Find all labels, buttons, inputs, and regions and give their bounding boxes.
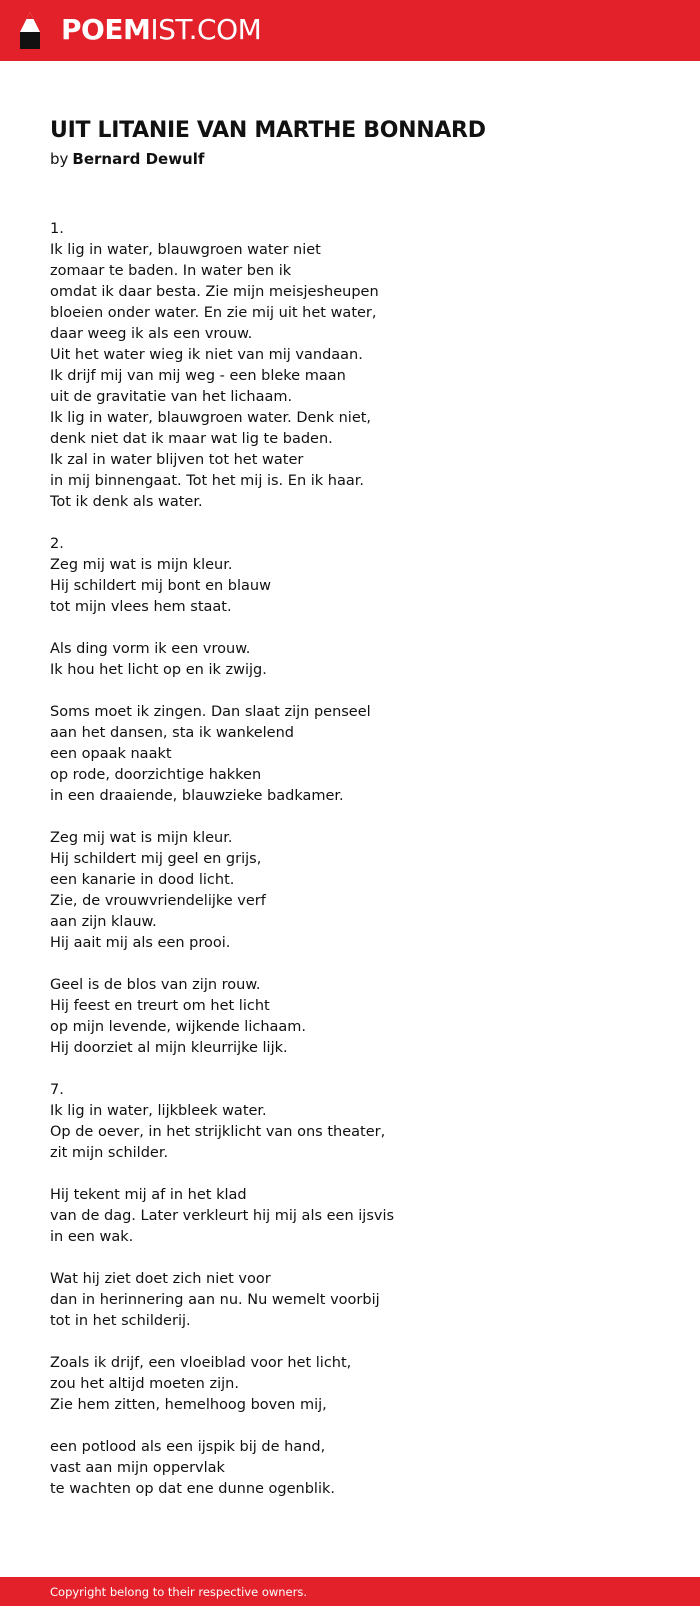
- poem-line: Ik hou het licht op en ik zwijg.: [50, 662, 267, 678]
- poem-line: 2.: [50, 536, 64, 552]
- poem-line: Ik zal in water blijven tot het water: [50, 452, 304, 468]
- poem-line: in een wak.: [50, 1229, 134, 1245]
- site-footer: [0, 1577, 700, 1606]
- logo-text-bold: POEM: [61, 13, 151, 46]
- poem-line: op rode, doorzichtige hakken: [50, 767, 262, 783]
- poem-line: tot in het schilderij.: [50, 1313, 191, 1329]
- poem-line: 1.: [50, 221, 64, 237]
- poem-line: Zie, de vrouwvriendelijke verf: [50, 893, 266, 909]
- stanza-break: [50, 618, 650, 639]
- site-logo[interactable]: [61, 12, 261, 48]
- poem-line: Uit het water wieg ik niet van mij vandaan.: [50, 347, 363, 363]
- poem-line: op mijn levende, wijkende lichaam.: [50, 1019, 307, 1035]
- poem-title: UIT LITANIE VAN MARTHE BONNARD: [50, 118, 486, 143]
- poem-line: van de dag. Later verkleurt hij mij als een ijsvis: [50, 1208, 395, 1224]
- poem-line: Hij schildert mij bont en blauw: [50, 578, 271, 594]
- poem-line: in mij binnengaat. Tot het mij is. En ik haar.: [50, 473, 364, 489]
- poem-line: Op de oever, in het strijklicht van ons theater,: [50, 1124, 386, 1140]
- poem-line: Zeg mij wat is mijn kleur.: [50, 830, 233, 846]
- poem-line: Zeg mij wat is mijn kleur.: [50, 557, 233, 573]
- poem-line: een kanarie in dood licht.: [50, 872, 235, 888]
- poem-line: Ik lig in water, blauwgroen water. Denk niet,: [50, 410, 372, 426]
- poem-line: aan het dansen, sta ik wankelend: [50, 725, 294, 741]
- poem-line: denk niet dat ik maar wat lig te baden.: [50, 431, 333, 447]
- poem-line: zou het altijd moeten zijn.: [50, 1376, 239, 1392]
- poem-line: Hij feest en treurt om het licht: [50, 998, 270, 1014]
- pencil-tip-icon[interactable]: [18, 10, 42, 52]
- copyright-text: Copyright belong to their respective owners.: [50, 1585, 308, 1599]
- stanza-break: [50, 1248, 650, 1269]
- poem-line: daar weeg ik als een vrouw.: [50, 326, 253, 342]
- poem-line: Zoals ik drijf, een vloeiblad voor het licht,: [50, 1355, 352, 1371]
- poem-line: bloeien onder water. En zie mij uit het water,: [50, 305, 377, 321]
- poem-line: een opaak naakt: [50, 746, 172, 762]
- poem-line: Wat hij ziet doet zich niet voor: [50, 1271, 271, 1287]
- poem-line: vast aan mijn oppervlak: [50, 1460, 225, 1476]
- stanza-break: [50, 513, 650, 534]
- by-label: by: [50, 150, 69, 168]
- stanza-break: [50, 807, 650, 828]
- poem-line: 7.: [50, 1082, 64, 1098]
- stanza-break: [50, 1164, 650, 1185]
- poem-line: Soms moet ik zingen. Dan slaat zijn penseel: [50, 704, 371, 720]
- poem-line: Als ding vorm ik een vrouw.: [50, 641, 251, 657]
- poem-line: tot mijn vlees hem staat.: [50, 599, 232, 615]
- poem-line: een potlood als een ijspik bij de hand,: [50, 1439, 326, 1455]
- poem-line: Ik drijf mij van mij weg - een bleke maan: [50, 368, 346, 384]
- poem-line: Hij schildert mij geel en grijs,: [50, 851, 262, 867]
- poem-line: zit mijn schilder.: [50, 1145, 169, 1161]
- site-header: [0, 0, 700, 61]
- poem-line: Ik lig in water, lijkbleek water.: [50, 1103, 267, 1119]
- poem-line: Tot ik denk als water.: [50, 494, 203, 510]
- poem-line: omdat ik daar besta. Zie mijn meisjesheupen: [50, 284, 379, 300]
- logo-text-light: IST.COM: [150, 13, 262, 46]
- poem-author: Bernard Dewulf: [72, 150, 205, 168]
- poem-byline: [50, 148, 650, 170]
- poem-line: Hij aait mij als een prooi.: [50, 935, 231, 951]
- poem-line: Hij tekent mij af in het klad: [50, 1187, 247, 1203]
- poem-line: te wachten op dat ene dunne ogenblik.: [50, 1481, 335, 1497]
- stanza-break: [50, 1059, 650, 1080]
- poem-line: in een draaiende, blauwzieke badkamer.: [50, 788, 344, 804]
- poem-line: Hij doorziet al mijn kleurrijke lijk.: [50, 1040, 288, 1056]
- stanza-break: [50, 681, 650, 702]
- poem-line: Geel is de blos van zijn rouw.: [50, 977, 261, 993]
- poem-line: zomaar te baden. In water ben ik: [50, 263, 292, 279]
- stanza-break: [50, 954, 650, 975]
- poem-line: aan zijn klauw.: [50, 914, 157, 930]
- stanza-break: [50, 1416, 650, 1437]
- poem-body: [50, 219, 650, 1500]
- poem-line: dan in herinnering aan nu. Nu wemelt voorbij: [50, 1292, 380, 1308]
- stanza-break: [50, 1332, 650, 1353]
- poem-line: Zie hem zitten, hemelhoog boven mij,: [50, 1397, 327, 1413]
- poem-line: uit de gravitatie van het lichaam.: [50, 389, 293, 405]
- poem-line: Ik lig in water, blauwgroen water niet: [50, 242, 321, 258]
